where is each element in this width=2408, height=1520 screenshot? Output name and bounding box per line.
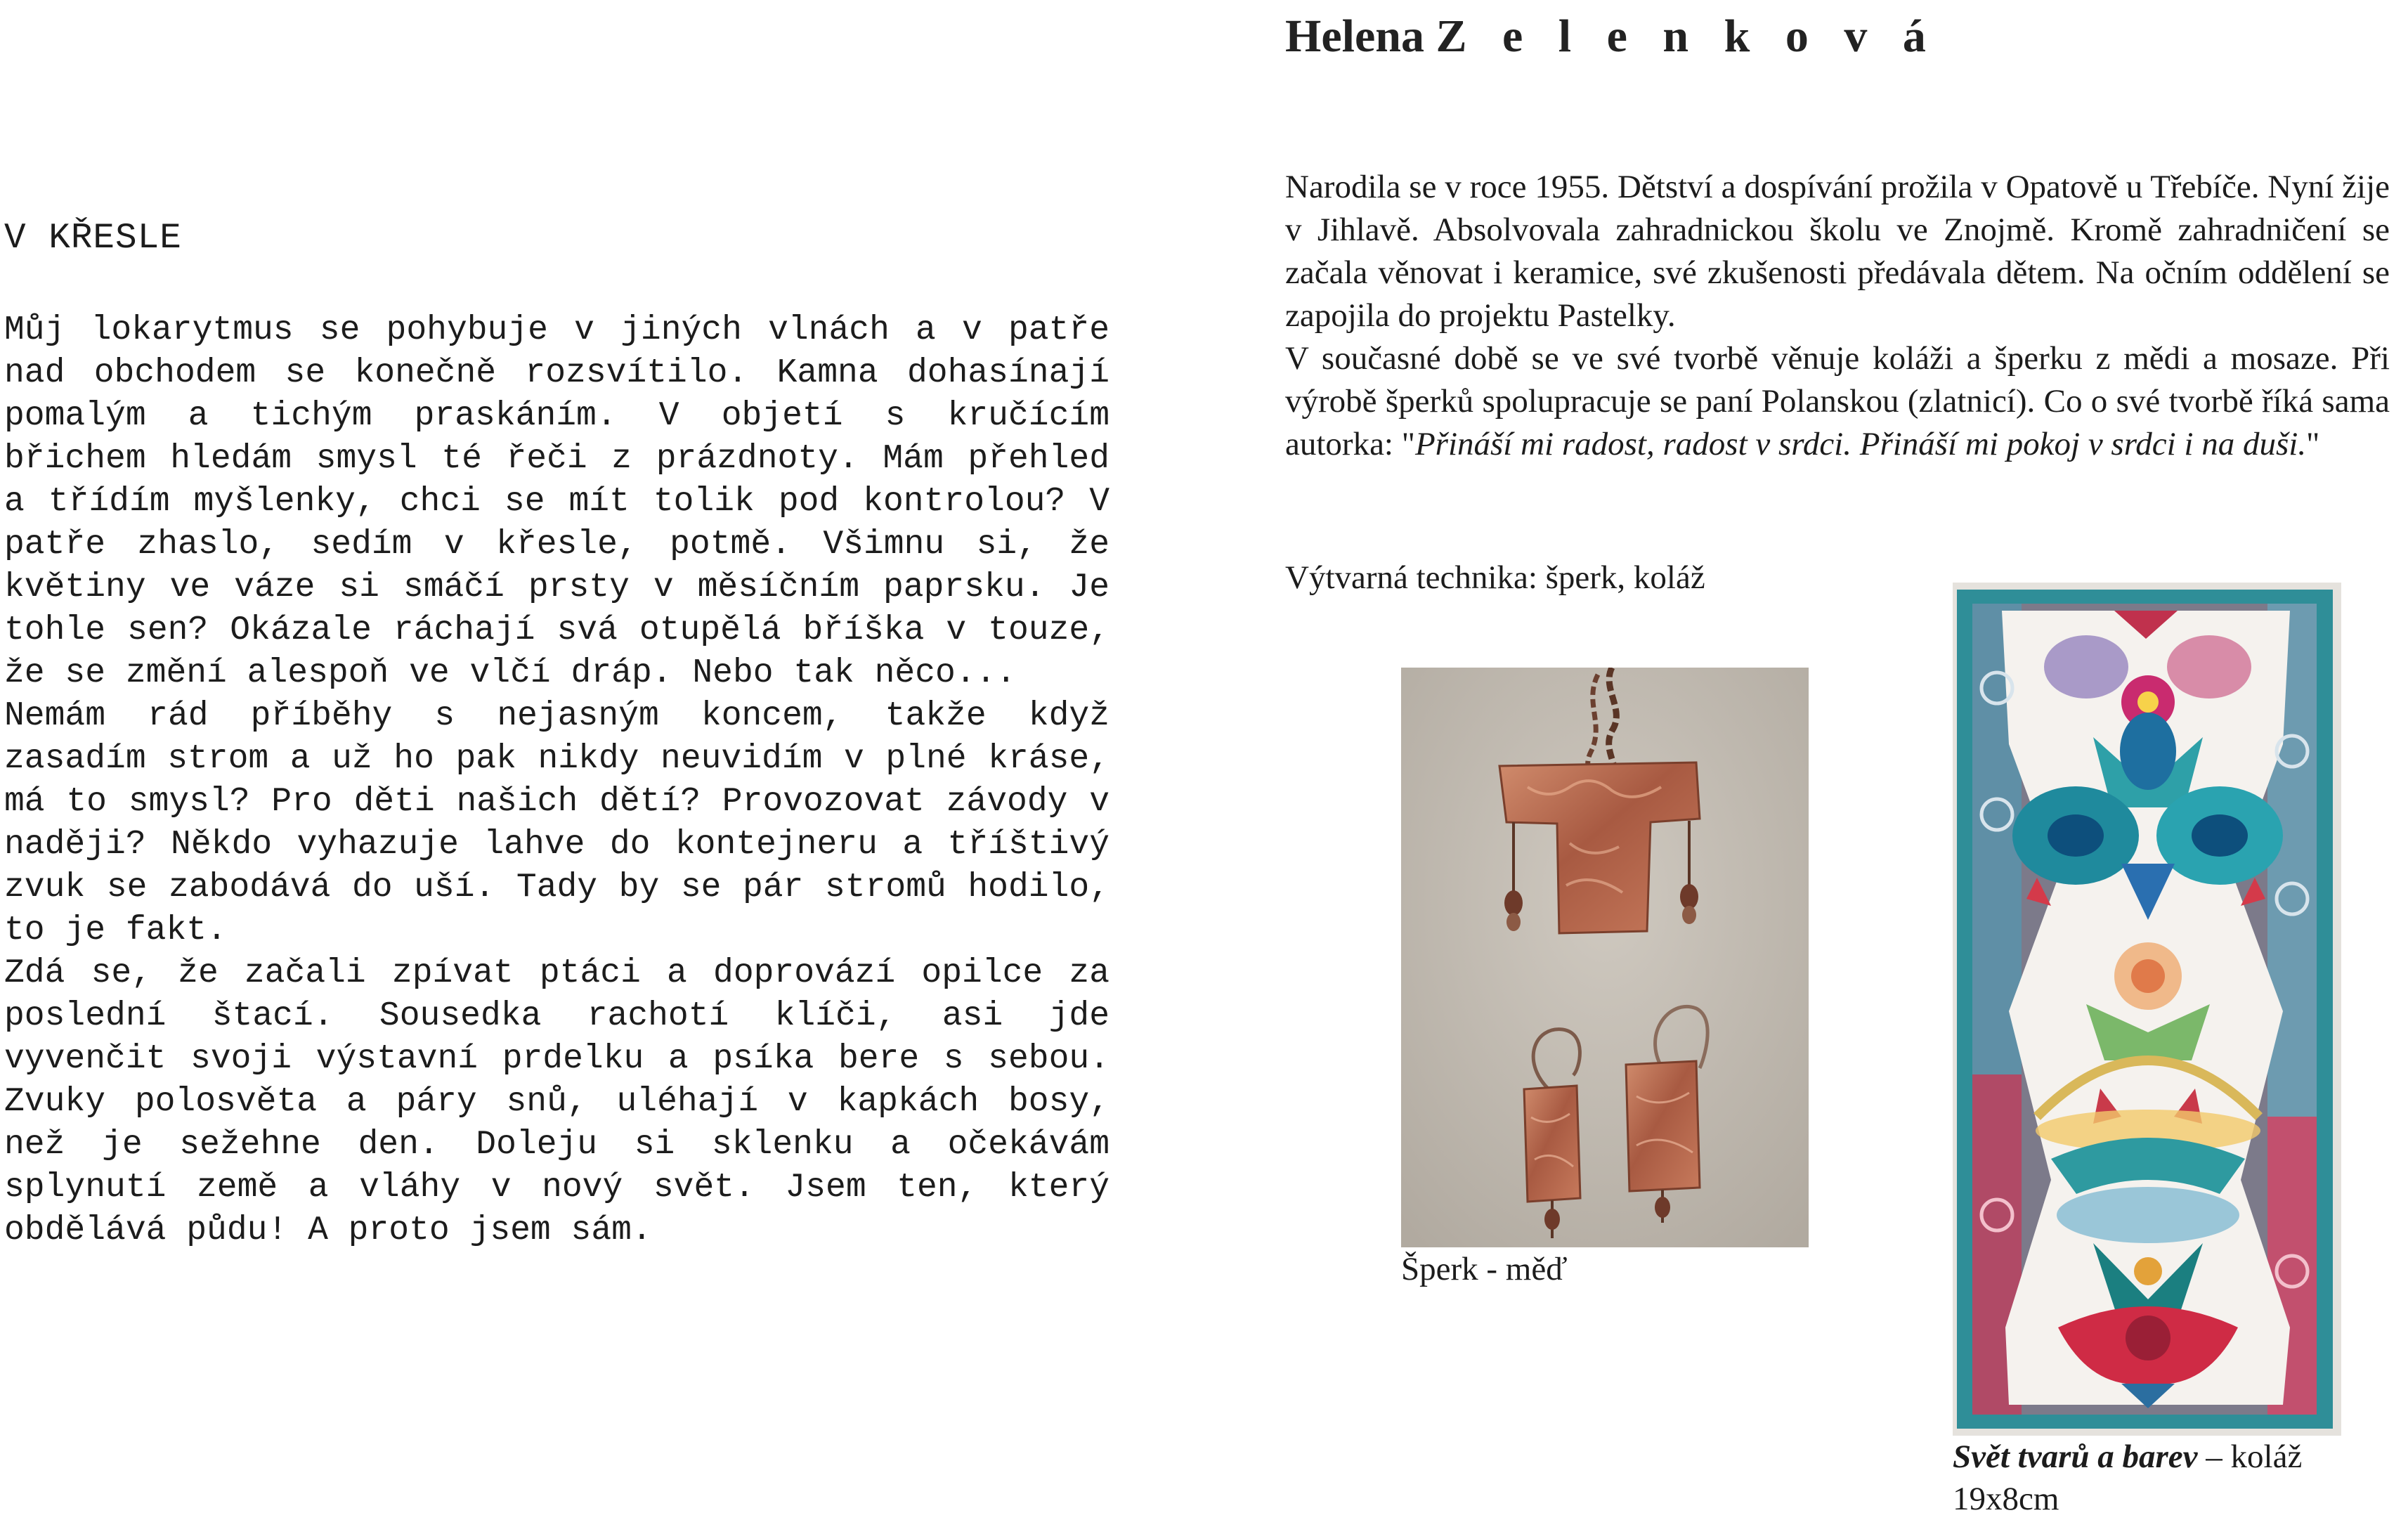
collage-size: 19x8cm bbox=[1953, 1481, 2059, 1517]
author-name bbox=[1285, 8, 1938, 65]
author-last-name: Z e l e n k o v á bbox=[1436, 11, 1938, 62]
jewelry-photo bbox=[1401, 668, 1809, 1247]
bio-text: V současné době se ve své tvorbě věnuje koláži a šperku z mědi a mosaze. Při výrobě šperků spolupracuje se paní Polanskou (zlatnicí). Co o své tvorbě říká sama autorka: " bbox=[1285, 340, 2390, 462]
art-technique: Výtvarná technika: šperk, koláž bbox=[1285, 559, 1705, 596]
collage-caption bbox=[1953, 1436, 2302, 1520]
quote-close: " bbox=[2306, 426, 2320, 462]
author-quote: Přináší mi radost, radost v srdci. Přináší mi pokoj v srdci i na duši. bbox=[1414, 426, 2307, 462]
collage-technique: – koláž bbox=[2197, 1438, 2303, 1475]
jewelry-caption: Šperk - měď bbox=[1401, 1251, 1568, 1287]
collage-photo-graphic bbox=[1953, 583, 2341, 1436]
jewelry-photo-graphic bbox=[1401, 668, 1809, 1247]
poem-paragraph: Zdá se, že začali zpívat ptáci a doprovází opilce za poslední štací. Sousedka rachotí klíči, asi jde vyvenčit svoji výstavní prdelku a psíka bere s sebou. Zvuky polosvěta a páry snů, uléhají v kapkách bosy, než je sežehne den. Doleju si sklenku a očekávám splynutí země a vláhy v nový svět. Jsem ten, který obdělává půdu! A proto jsem sám. bbox=[4, 954, 1109, 1249]
poem-title: V KŘESLE bbox=[4, 219, 182, 259]
poem-body bbox=[4, 309, 1109, 1252]
bio-paragraph: Narodila se v roce 1955. Dětství a dospívání prožila v Opatově u Třebíče. Nyní žije v Jihlavě. Absolvovala zahradnickou školu ve Znojmě. Kromě zahradničení se začala věnovat i keramice, své zkušenosti předávala dětem. Na očním oddělení se zapojila do projektu Pastelky. bbox=[1285, 169, 2390, 334]
collage-photo bbox=[1953, 583, 2341, 1436]
collage-title: Svět tvarů a barev bbox=[1953, 1438, 2198, 1475]
poem-paragraph: Nemám rád příběhy s nejasným koncem, takže když zasadím strom a už ho pak nikdy neuvidím v plné kráse, má to smysl? Pro děti našich dětí? Provozovat závody v naději? Někdo vyhazuje lahve do kontejneru a tříštivý zvuk se zabodává do uší. Tady by se pár stromů hodilo, to je fakt. bbox=[4, 697, 1109, 949]
author-bio bbox=[1285, 166, 2390, 466]
author-first-name: Helena bbox=[1285, 11, 1424, 62]
poem-paragraph: Můj lokarytmus se pohybuje v jiných vlnách a v patře nad obchodem se konečně rozsvítilo. Kamna dohasínají pomalým a tichým praskáním. V objetí s kručícím břichem hledám smysl té řeči z prázdnoty. Mám přehled a třídím myšlenky, chci se mít tolik pod kontrolou? V patře zhaslo, sedím v křesle, potmě. Všimnu si, že květiny ve váze si smáčí prsty v měsíčním paprsku. Je tohle sen? Okázale ráchají svá otupělá bříška v touze, že se změní alespoň ve vlčí dráp. Nebo tak něco... bbox=[4, 311, 1109, 692]
bio-paragraph bbox=[1285, 337, 2390, 466]
